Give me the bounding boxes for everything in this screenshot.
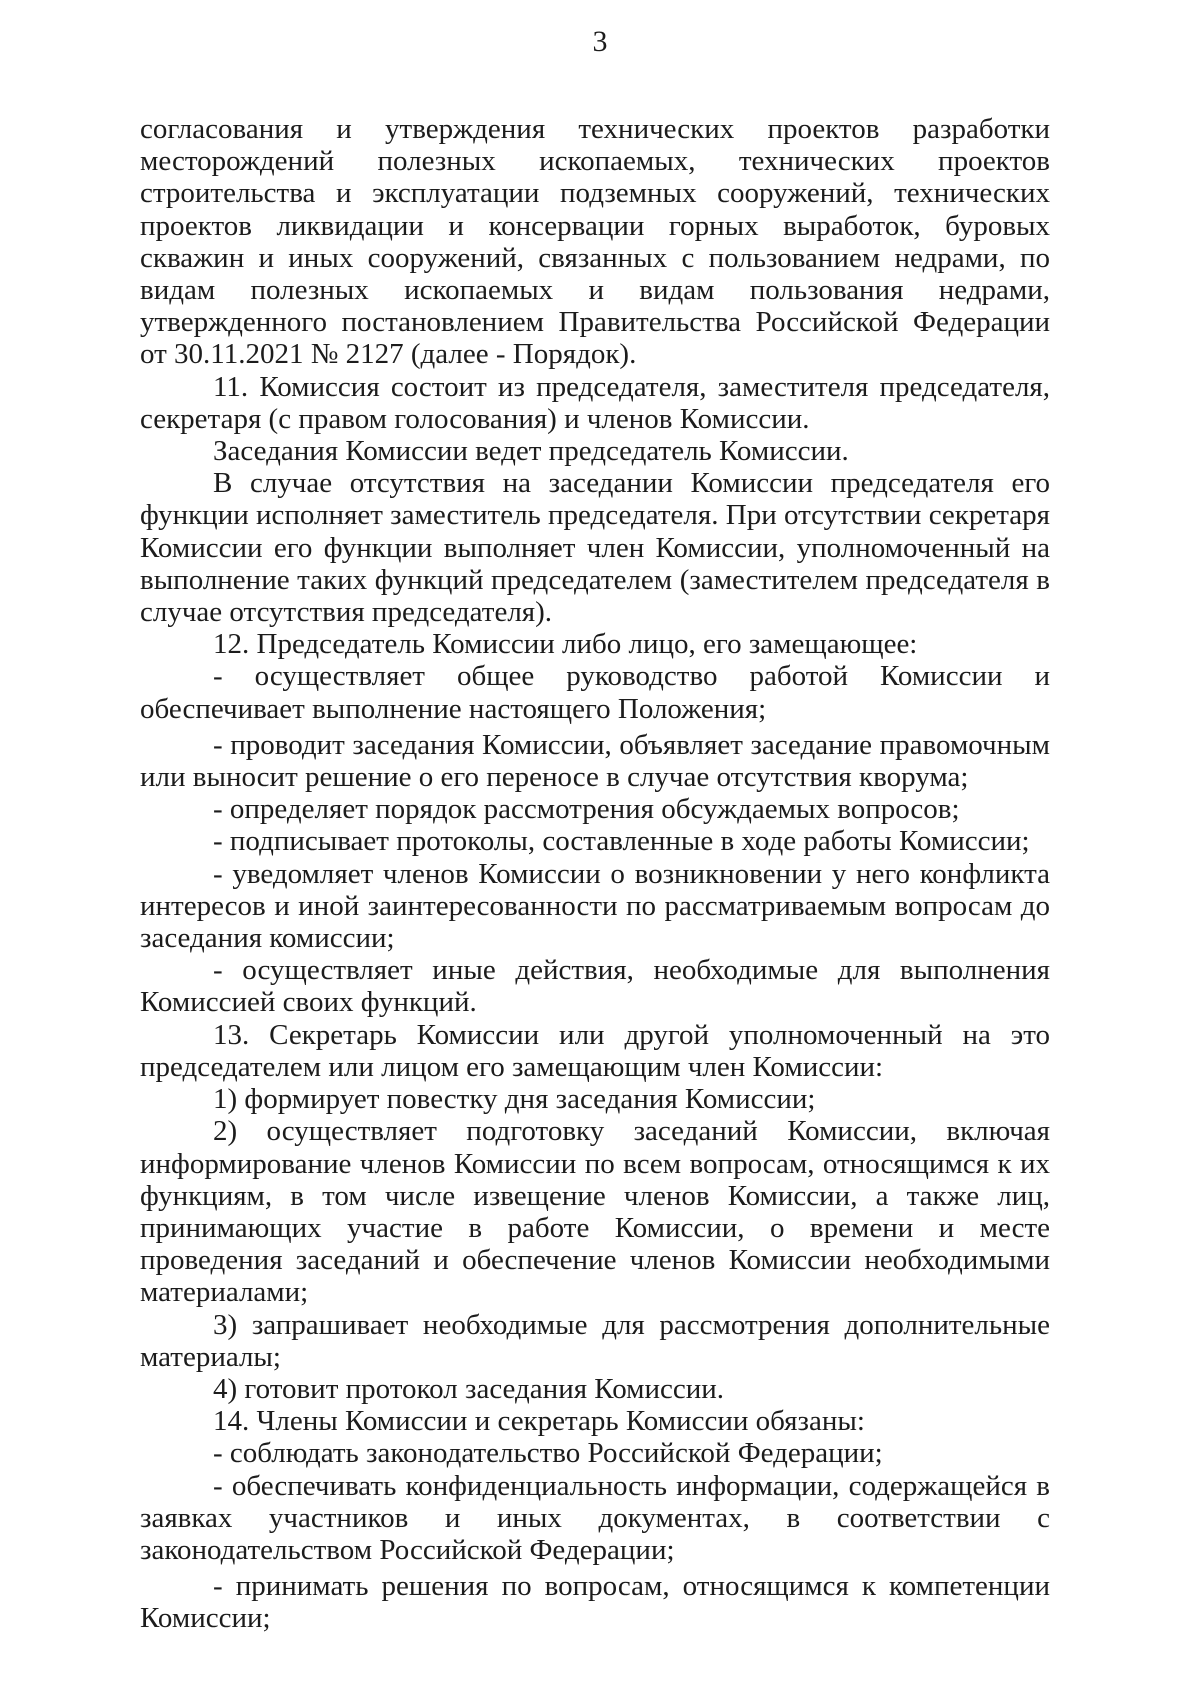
list-item: - проводит заседания Комиссии, объявляет заседание правомочным или выносит решение о его переносе в случае отсутствия кворума; [140, 728, 1050, 794]
paragraph-absence-rules: В случае отсутствия на заседании Комиссии председателя его функции исполняет заместитель председателя. При отсутствии секретаря Комиссии его функции выполняет член Комиссии, уполномоченный на выполнение таких функций председателем (заместителем председателя в случае отсутствия председателя). [140, 467, 1050, 629]
list-item: 1) формирует повестку дня заседания Комиссии; [213, 1083, 816, 1116]
list-item: - определяет порядок рассмотрения обсуждаемых вопросов; [213, 793, 960, 826]
list-item: - соблюдать законодательство Российской Федерации; [213, 1437, 883, 1470]
paragraph-item-13: 13. Секретарь Комиссии или другой уполномоченный на это председателем или лицом его замещающим член Комиссии: [140, 1018, 1050, 1083]
list-item: - уведомляет членов Комиссии о возникновении у него конфликта интересов и иной заинтересованности по рассматриваемым вопросам до заседания комиссии; [140, 857, 1050, 955]
page-number: 3 [592, 25, 608, 58]
paragraph-item-14: 14. Члены Комиссии и секретарь Комиссии обязаны: [213, 1405, 865, 1438]
list-item: - осуществляет общее руководство работой Комиссии и обеспечивает выполнение настоящего Положения; [140, 660, 1050, 725]
list-item: - осуществляет иные действия, необходимые для выполнения Комиссией своих функций. [140, 954, 1050, 1019]
document-body [140, 113, 1050, 1635]
paragraph-continuation: согласования и утверждения технических проектов разработки месторождений полезных ископаемых, технических проектов строительства и эксплуатации подземных сооружений, технических проектов ликвидации и консервации горных выработок, буровых скважин и иных сооружений, связанных с пользованием недрами, по видам полезных ископаемых и видам пользования недрами, утвержденного постановлением Правительства Российской Федерации от 30.11.2021 № 2127 (далее - Порядок). [140, 113, 1050, 371]
paragraph-item-12: 12. Председатель Комиссии либо лицо, его замещающее: [213, 628, 918, 661]
list-item: - подписывает протоколы, составленные в ходе работы Комиссии; [213, 825, 1030, 858]
paragraph-chair-presides: Заседания Комиссии ведет председатель Комиссии. [213, 435, 849, 468]
list-item: 3) запрашивает необходимые для рассмотрения дополнительные материалы; [140, 1308, 1050, 1373]
list-item: - принимать решения по вопросам, относящимся к компетенции Комиссии; [140, 1570, 1050, 1635]
list-item: - обеспечивать конфиденциальность информации, содержащейся в заявках участников и иных документах, в соответствии с законодательством Российской Федерации; [140, 1469, 1050, 1566]
list-item: 2) осуществляет подготовку заседаний Комиссии, включая информирование членов Комиссии по всем вопросам, относящимся к их функциям, в том числе извещение членов Комиссии, а также лиц, принимающих участие в работе Комиссии, о времени и месте проведения заседаний и обеспечение членов Комиссии необходимыми материалами; [140, 1115, 1050, 1309]
paragraph-item-11: 11. Комиссия состоит из председателя, заместителя председателя, секретаря (с правом голосования) и членов Комиссии. [140, 370, 1050, 435]
list-item: 4) готовит протокол заседания Комиссии. [213, 1372, 725, 1405]
